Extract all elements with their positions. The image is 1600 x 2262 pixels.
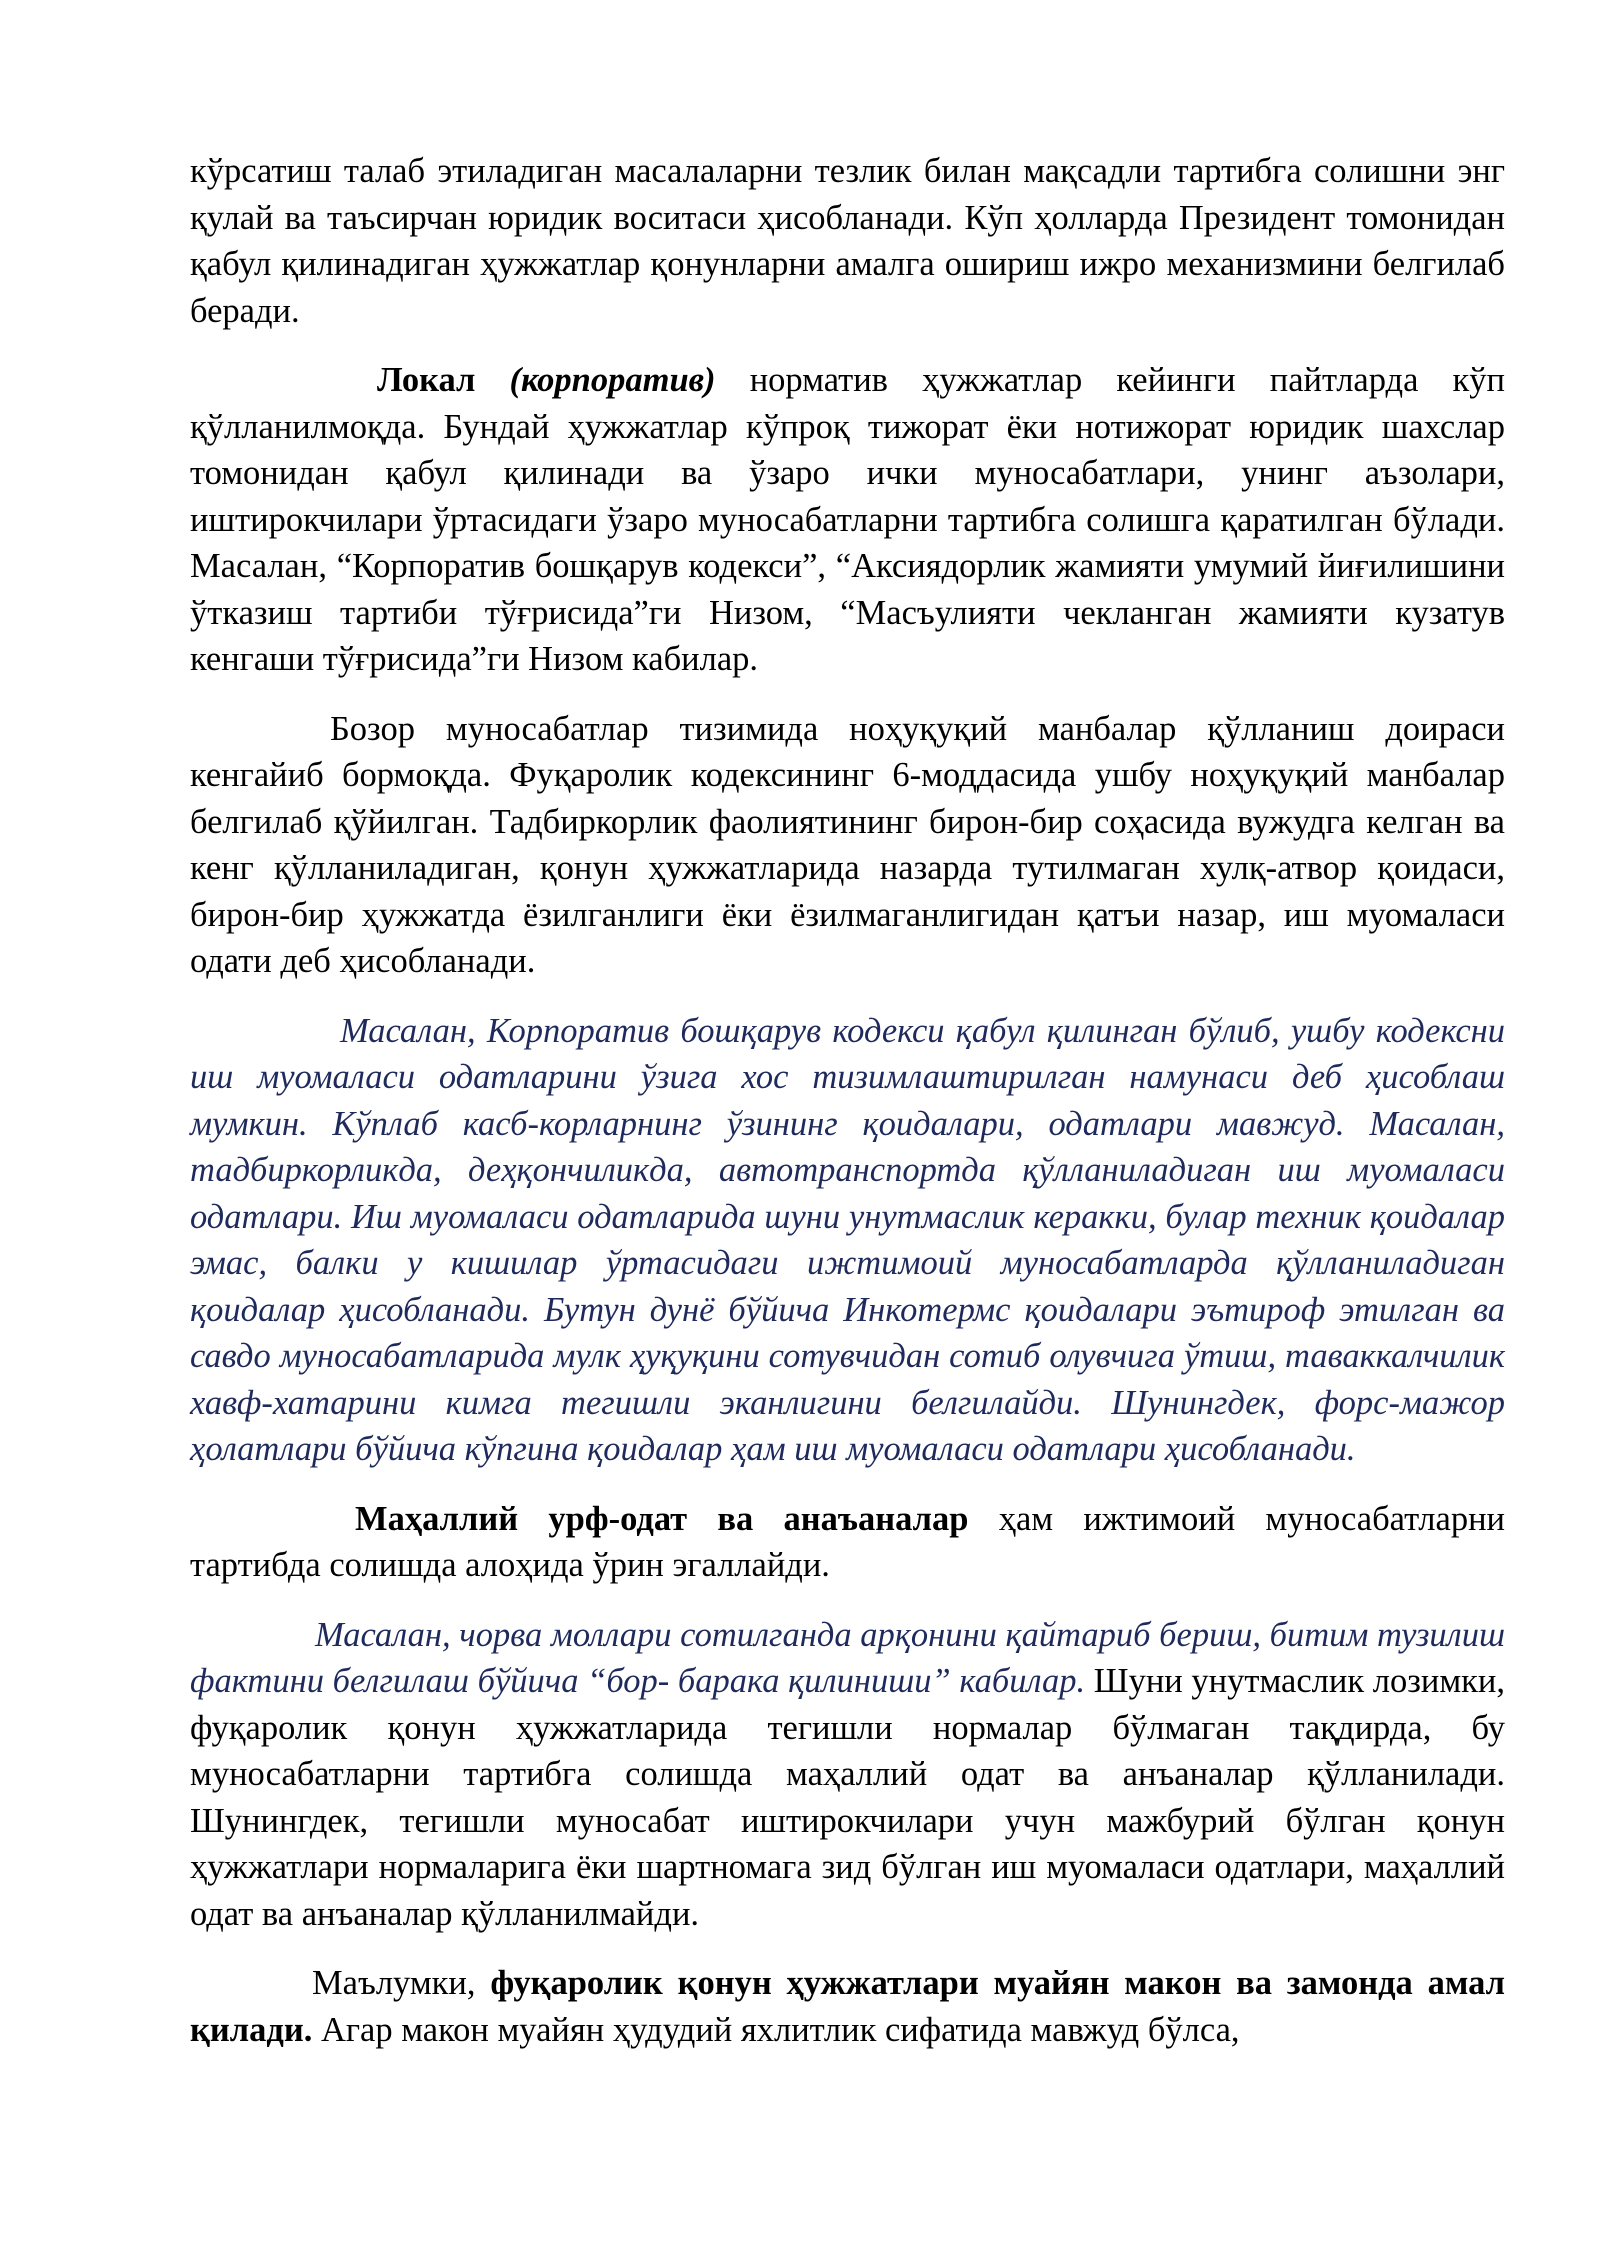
paragraph-3-text: Бозор муносабатлар тизимида ноҳуқуқий манбалар қўлланиш доираси кенгайиб бормоқда. Фуқаролик кодексининг 6-моддасида ушбу ноҳуқуқий манбалар белгилаб қўйилган. Тадбиркорлик фаолиятининг бирон-бир соҳасида вужудга келган ва кенг қўлланиладиган, қонун ҳужжатларида назарда тутилмаган хулқ-атвор қоидаси, бирон-бир ҳужжатда ёзилганлиги ёки ёзилмаганлигидан қатъи назар, иш муомаласи одати деб ҳисобланади. bbox=[190, 709, 1505, 980]
paragraph-4-text: Масалан, Корпоратив бошқарув кодекси қабул қилинган бўлиб, ушбу кодексни иш муомаласи одатларини ўзига хос тизимлаштирилган намунаси деб ҳисоблаш мумкин. Кўплаб касб-корларнинг ўзининг қоидалари, одатлари мавжуд. Масалан, тадбиркорликда, деҳқончиликда, автотранспортда қўлланиладиган иш муомаласи одатлари. Иш муомаласи одатларида шуни унутмаслик керакки, булар техник қоидалар эмас, балки у кишилар ўртасидаги ижтимоий муносабатларда қўлланиладиган қоидалар ҳисобланади. Бутун дунё бўйича Инкотермс қоидалари эътироф этилган ва савдо муносабатларида мулк ҳуқуқини сотувчидан сотиб олувчига ўтиш, таваккалчилик хавф-хатарини кимга тегишли эканлигини белгилайди. Шунингдек, форс-мажор ҳолатлари бўйича кўпгина қоидалар ҳам иш муомаласи одатлари ҳисобланади. bbox=[190, 1011, 1505, 1468]
paragraph-6 bbox=[190, 1612, 1505, 1938]
paragraph-7-text: Агар макон муайян ҳудудий яхлитлик сифатида мавжуд бўлса, bbox=[320, 2010, 1240, 2049]
paragraph-7-lead: Маълумки, bbox=[312, 1964, 476, 2002]
term-corporate: (корпоратив) bbox=[509, 361, 716, 399]
paragraph-1-text: кўрсатиш талаб этиладиган масалаларни тезлик билан мақсадли тартибга солишни энг қулай ва таъсирчан юридик воситаси ҳисобланади. Кўп ҳолларда Президент томонидан қабул қилинадиган ҳужжатлар қонунларни амалга ошириш ижро механизмини белгилаб беради. bbox=[190, 152, 1505, 330]
term-space-time: фуқаролик қонун ҳужжатлари муайян макон ва замонда амал қилади. bbox=[190, 1964, 1505, 2049]
document-page bbox=[190, 148, 1505, 2076]
paragraph-7 bbox=[190, 1960, 1505, 2053]
paragraph-2 bbox=[190, 357, 1505, 683]
paragraph-6-example: Масалан, чорва моллари сотилганда арқонини қайтариб бериш, битим тузилиш фактини белгилаш бўйича “бор- барака қилиниши” кабилар. bbox=[190, 1615, 1505, 1700]
term-local: Локал bbox=[377, 361, 476, 399]
paragraph-1 bbox=[190, 148, 1505, 334]
term-local-customs: Маҳаллий урф-одат ва анаъаналар bbox=[355, 1499, 969, 1538]
paragraph-2-text: норматив ҳужжатлар кейинги пайтларда кўп қўлланилмоқда. Бундай ҳужжатлар кўпроқ тижорат ёки нотижорат юридик шахслар томонидан қабул қилинади ва ўзаро ички муносабатлари, унинг аъзолари, иштирокчилари ўртасидаги ўзаро муносабатларни тартибга солишга қаратилган бўлади. Масалан, “Корпоратив бошқарув кодекси”, “Аксиядорлик жамияти умумий йиғилишини ўтказиш тартиби тўғрисида”ги Низом, “Масъулияти чекланган жамияти кузатув кенгаши тўғрисида”ги Низом кабилар. bbox=[190, 361, 1505, 678]
paragraph-6-text: Шуни унутмаслик лозимки, фуқаролик қонун ҳужжатларида тегишли нормалар бўлмаган тақдирда, бу муносабатларни тартибга солишда маҳаллий одат ва анъаналар қўлланилади. Шунингдек, тегишли муносабат иштирокчилари учун мажбурий бўлган қонун ҳужжатлари нормаларига ёки шартномага зид бўлган иш муомаласи одатлари, маҳаллий одат ва анъаналар қўлланилмайди. bbox=[190, 1662, 1506, 1933]
paragraph-5 bbox=[190, 1496, 1505, 1589]
paragraph-5-text: ҳам ижтимоий муносабатларни тартибда солишда алоҳида ўрин эгаллайди. bbox=[190, 1499, 1505, 1584]
paragraph-3 bbox=[190, 706, 1505, 985]
paragraph-4-example bbox=[190, 1008, 1505, 1473]
